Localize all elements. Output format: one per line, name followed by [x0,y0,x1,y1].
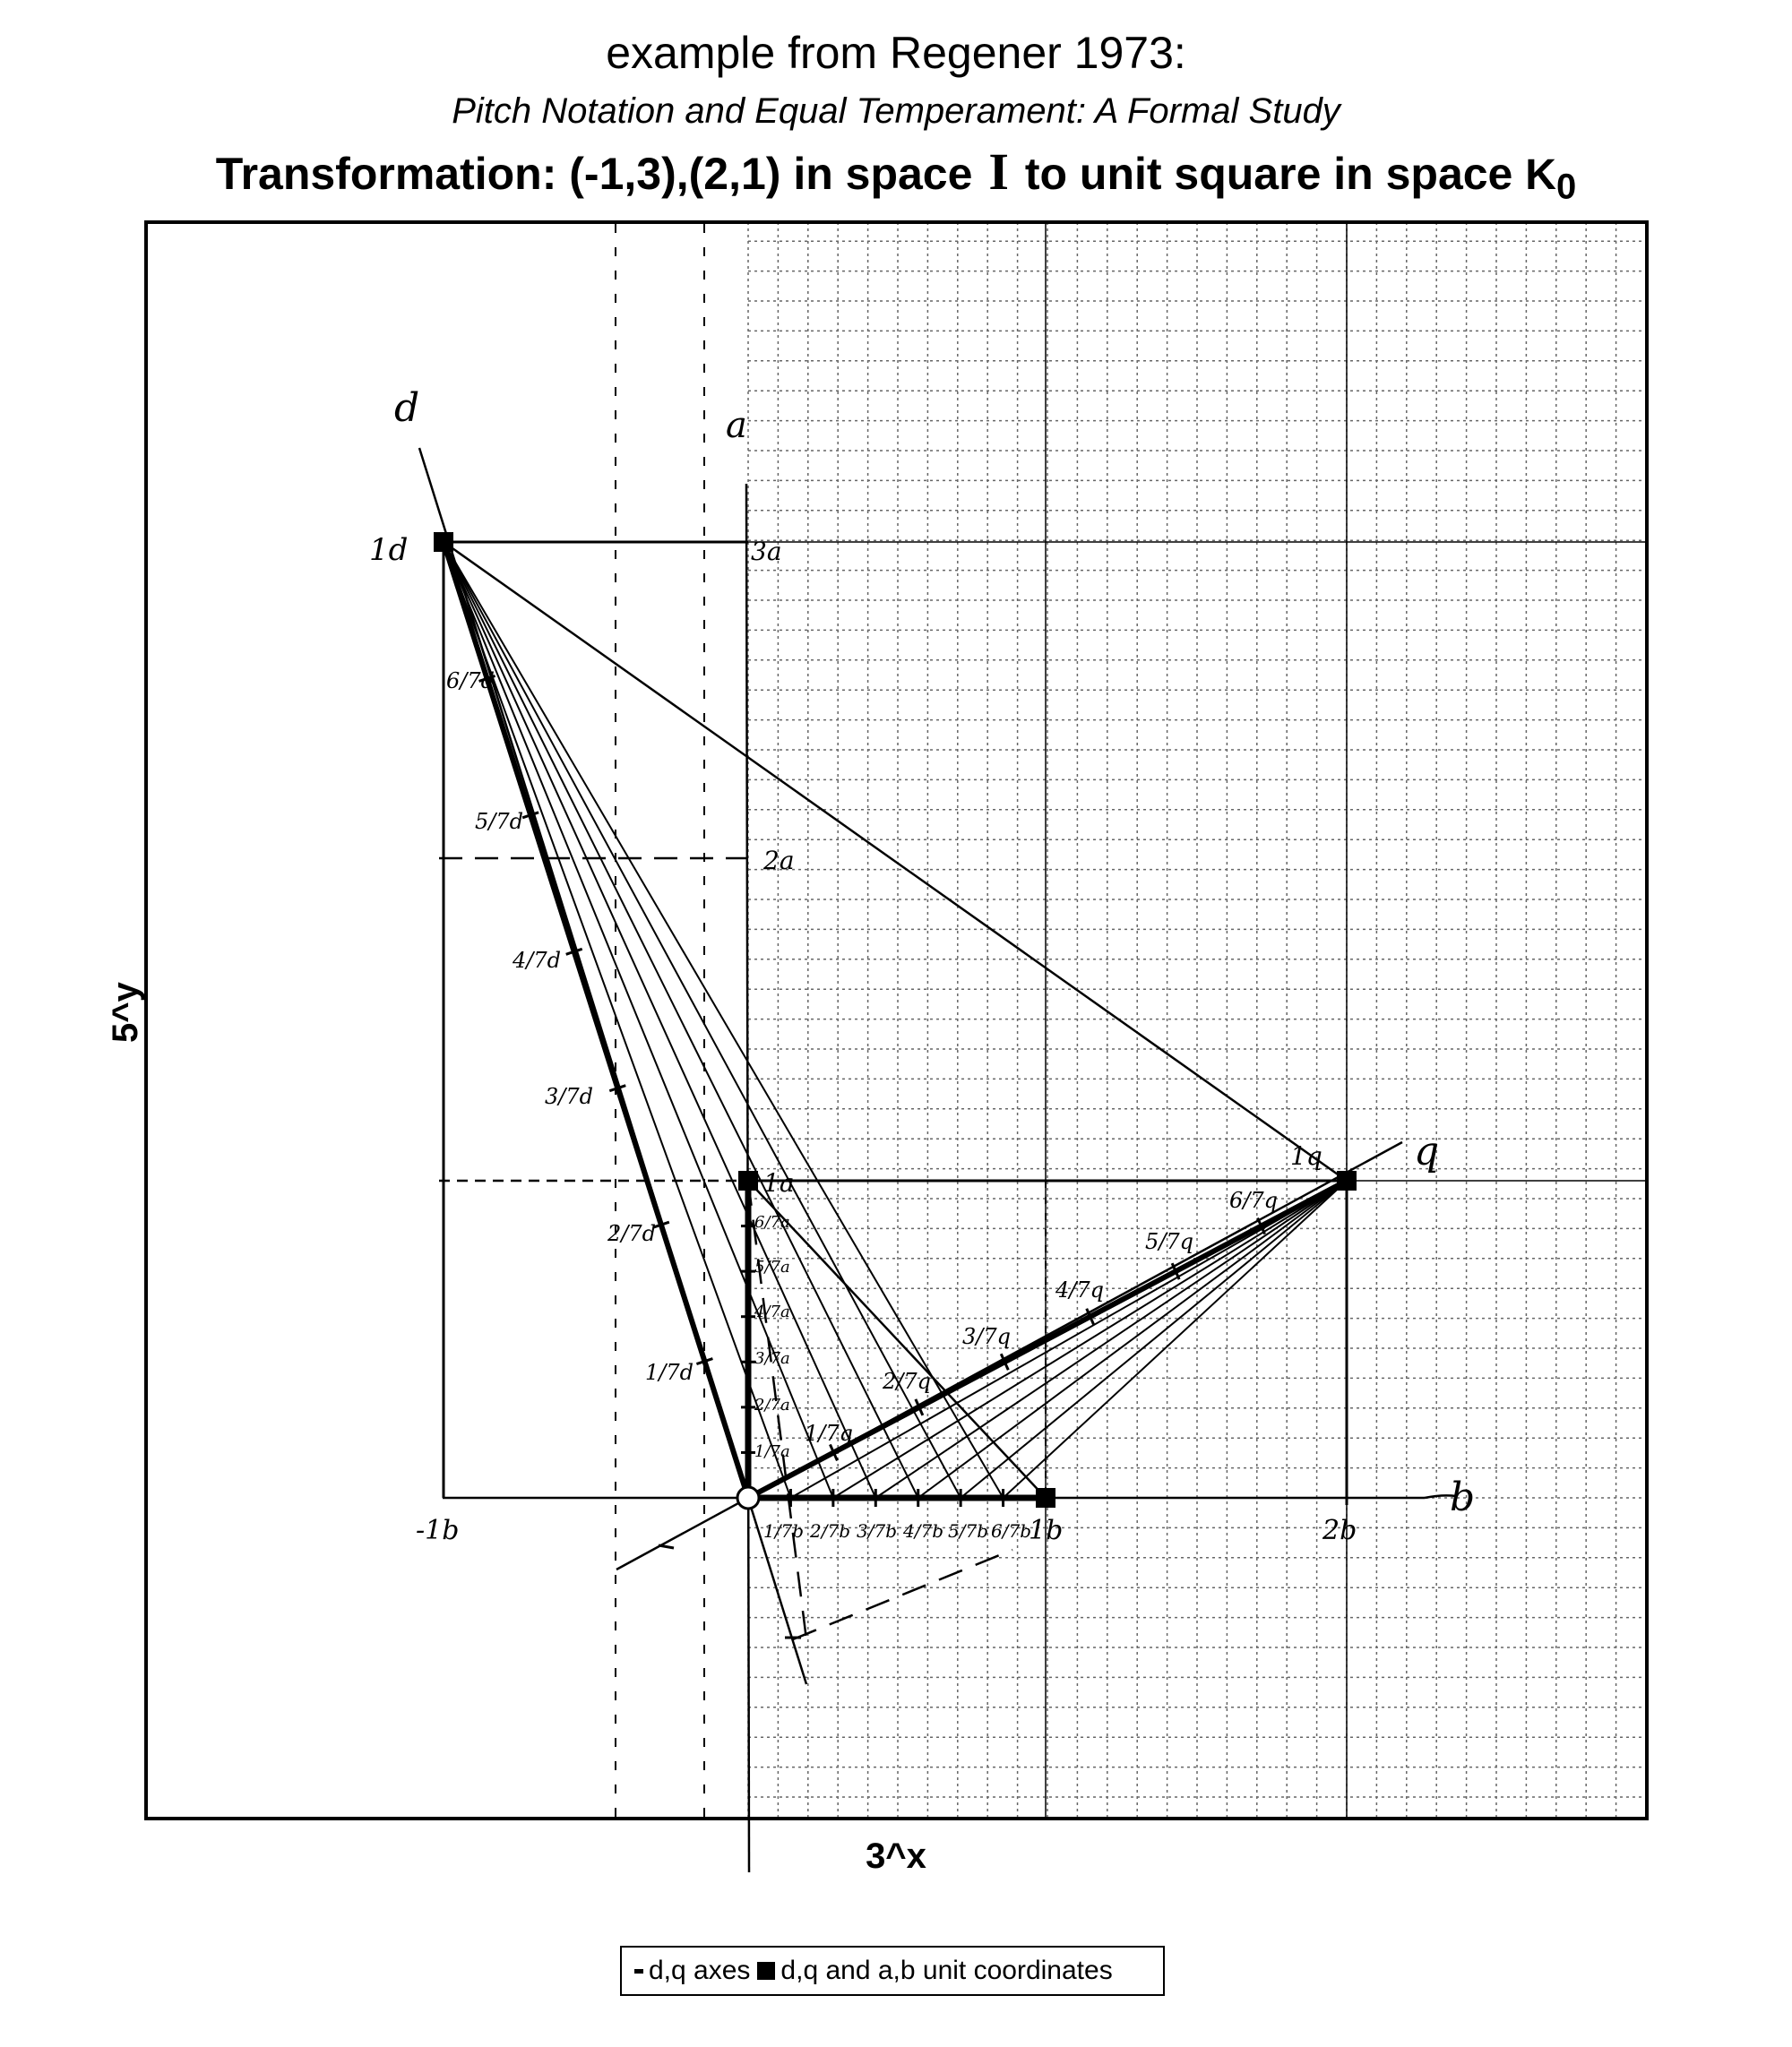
grid-lines [748,222,1647,1819]
label-1b: 1b [1029,1515,1064,1546]
label-b-frac-2: 2/7b [810,1520,850,1542]
label-b-frac-5: 5/7b [948,1520,988,1542]
legend-item-axes: d,q axes [649,1956,751,1985]
construction-line-from-1d [444,542,918,1498]
legend-dash-icon [634,1969,643,1974]
title-book: Pitch Notation and Equal Temperament: A Formal Study [452,91,1340,131]
label-q-frac-1: 1/7q [805,1421,853,1446]
label-a-frac-3: 3/7a [754,1349,790,1368]
construction-line-from-1d [444,542,1004,1498]
label-q-frac-2: 2/7q [883,1369,931,1394]
unit-point-1b [1036,1488,1055,1508]
label-axis-d: d [394,385,420,431]
label-3a: 3a [751,537,782,566]
label-b-frac-4: 4/7b [903,1520,943,1542]
label-a-frac-2: 2/7a [754,1396,790,1415]
label-q-frac-6: 6/7q [1229,1188,1278,1213]
label-axis-b: b [1450,1475,1476,1520]
tick-q-negative [659,1545,674,1548]
label-axis-q: q [1414,1129,1440,1174]
legend-square-icon [757,1962,775,1980]
space-k-subscript: 0 [1555,167,1577,207]
hand-labels [369,385,1475,1546]
label-a-frac-4: 4/7a [754,1303,790,1321]
space-symbol-I: I [988,142,1009,201]
label-2a: 2a [763,846,795,875]
y-axis-label: 5^y [106,982,145,1043]
label-d-frac-5: 5/7d [475,809,523,834]
space-k-letter: K [1525,151,1556,199]
label-1a: 1a [763,1168,795,1198]
title-transformation-part2: to unit square in space [1024,149,1513,199]
label-axis-a: a [726,405,747,446]
fraction-construction-lines [444,542,1347,1498]
label-a-frac-6: 6/7a [754,1213,790,1232]
label-b-frac-6: 6/7b [991,1520,1031,1542]
unit-point-1d [434,532,453,552]
title-transformation-part1: Transformation: (-1,3),(2,1) in space [215,149,973,199]
construction-line-from-1d [444,542,875,1498]
label-a-frac-5: 5/7a [754,1258,790,1277]
label-d-frac-4: 4/7d [513,948,561,973]
label-2b: 2b [1322,1515,1357,1546]
plot-frame [146,222,1647,1819]
label-1d: 1d [369,532,409,568]
unit-point-1a [738,1171,758,1191]
x-axis-label: 3^x [866,1836,926,1876]
label-d-frac-1: 1/7d [645,1360,694,1385]
label-minus-1b: -1b [416,1515,460,1546]
label-q-frac-5: 5/7q [1145,1229,1193,1254]
label-d-frac-2: 2/7d [607,1221,656,1246]
label-b-frac-3: 3/7b [857,1520,897,1542]
axis-q-line [616,1142,1402,1570]
fraction-ticks [479,675,1265,1638]
label-q-frac-4: 4/7q [1055,1277,1104,1303]
label-b-frac-1: 1/7b [763,1520,804,1542]
label-d-frac-3: 3/7d [545,1084,593,1109]
label-1q: 1q [1290,1141,1322,1171]
unit-point-1q [1337,1171,1357,1191]
title-source: example from Regener 1973: [606,28,1186,78]
origin-marker [737,1487,759,1509]
construction-line-from-1q [875,1181,1347,1498]
label-q-frac-3: 3/7q [962,1324,1011,1349]
label-a-frac-1: 1/7a [754,1442,790,1461]
label-d-frac-6: 6/7d [446,668,495,693]
dashed-line-bottom [793,1550,1012,1639]
construction-line-from-1d [444,542,790,1498]
legend [620,1946,1165,1996]
legend-item-coords: d,q and a,b unit coordinates [780,1956,1113,1985]
